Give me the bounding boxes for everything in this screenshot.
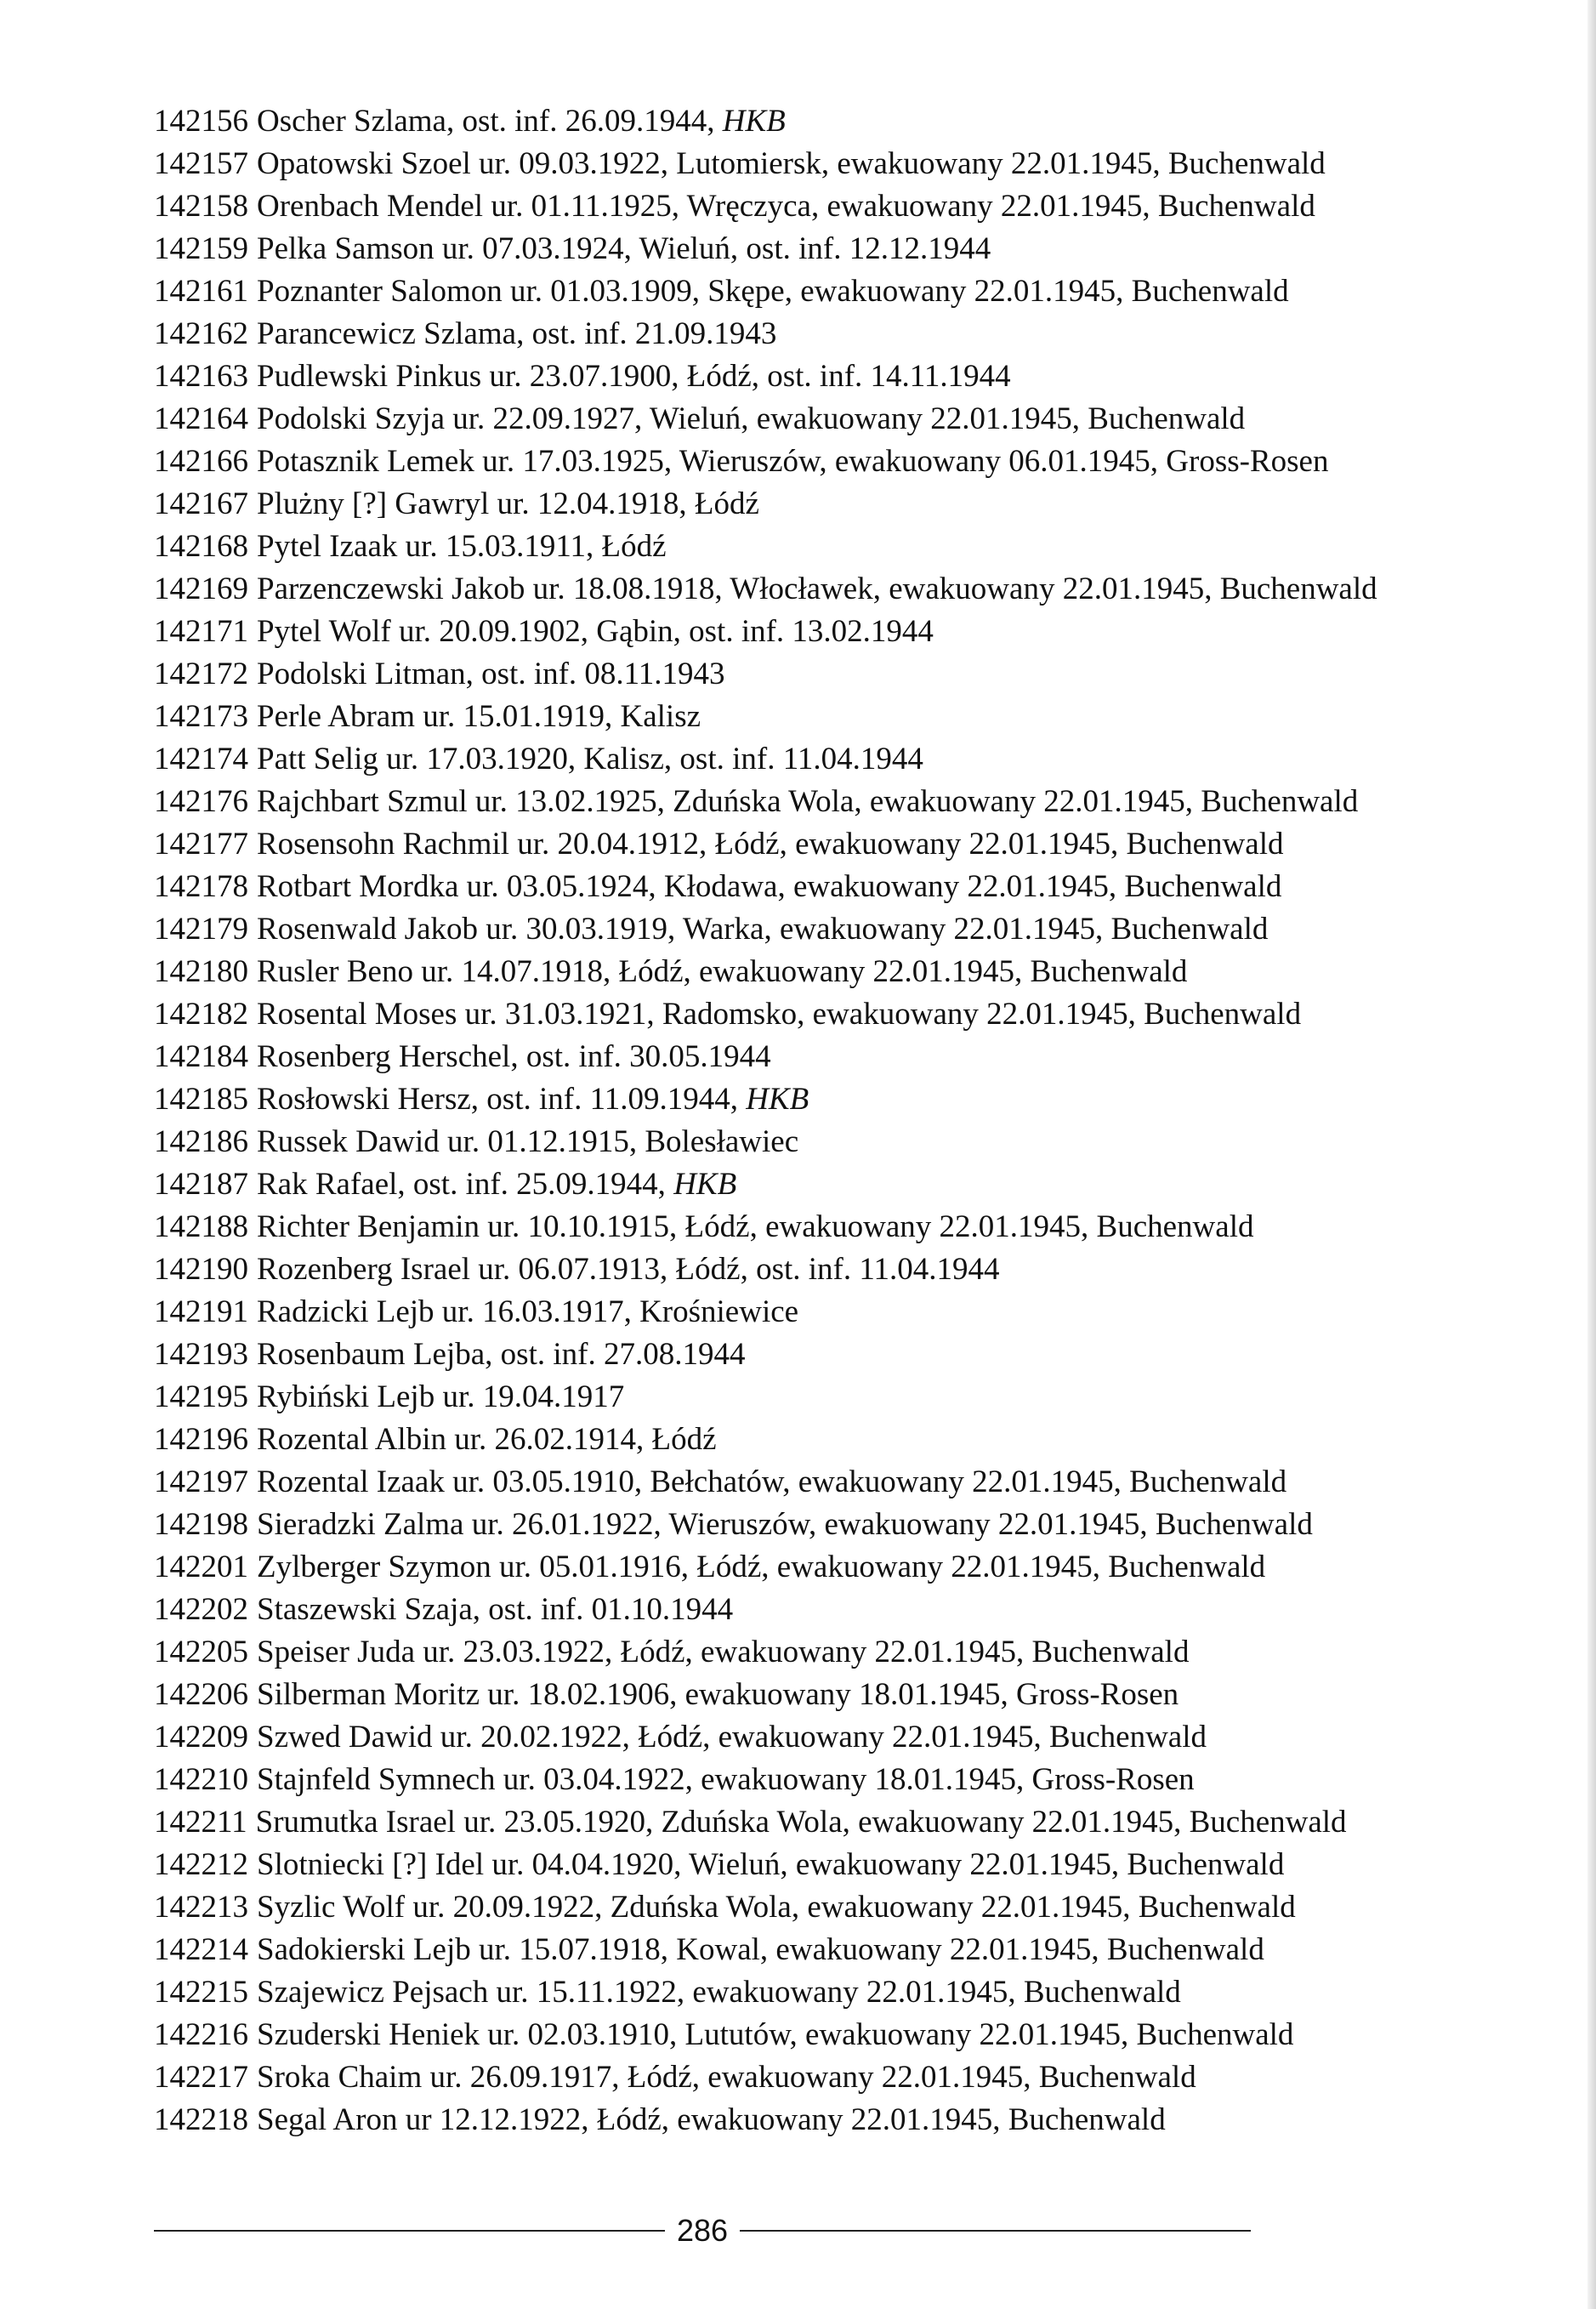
list-item [154, 1036, 1548, 1078]
footer-rule-right [740, 2230, 1251, 2232]
entry-text: Patt Selig ur. 17.03.1920, Kalisz, ost. inf. 11.04.1944 [257, 742, 923, 776]
entry-text: Sadokierski Lejb ur. 15.07.1918, Kowal, ewakuowany 22.01.1945, Buchenwald [257, 1932, 1264, 1967]
entry-text: Opatowski Szoel ur. 09.03.1922, Lutomiersk, ewakuowany 22.01.1945, Buchenwald [257, 146, 1326, 181]
list-item [154, 398, 1548, 441]
entry-text: Srumutka Israel ur. 23.05.1920, Zduńska Wola, ewakuowany 22.01.1945, Buchenwald [255, 1805, 1347, 1840]
prisoner-number: 142185 [154, 1082, 248, 1117]
entry-text: Sieradzki Zalma ur. 26.01.1922, Wieruszów, ewakuowany 22.01.1945, Buchenwald [257, 1507, 1313, 1542]
prisoner-number: 142176 [154, 784, 248, 819]
list-item [154, 2056, 1548, 2099]
entry-text: Rak Rafael, ost. inf. 25.09.1944, [257, 1167, 674, 1202]
entry-text: Pudlewski Pinkus ur. 23.07.1900, Łódź, ost. inf. 14.11.1944 [257, 359, 1011, 394]
entry-note: HKB [722, 104, 786, 139]
list-item [154, 1929, 1548, 1971]
prisoner-number: 142217 [154, 2060, 248, 2095]
list-item [154, 866, 1548, 908]
prisoner-number: 142214 [154, 1932, 248, 1967]
list-item [154, 1801, 1548, 1844]
list-item [154, 568, 1548, 611]
prisoner-number: 142205 [154, 1635, 248, 1669]
entry-text: Podolski Szyja ur. 22.09.1927, Wieluń, ewakuowany 22.01.1945, Buchenwald [257, 401, 1246, 436]
entry-text: Rajchbart Szmul ur. 13.02.1925, Zduńska Wola, ewakuowany 22.01.1945, Buchenwald [257, 784, 1359, 819]
list-item [154, 653, 1548, 696]
entry-text: Silberman Moritz ur. 18.02.1906, ewakuowany 18.01.1945, Gross-Rosen [257, 1677, 1179, 1712]
list-item [154, 696, 1548, 738]
entry-text: Stajnfeld Symnech ur. 03.04.1922, ewakuowany 18.01.1945, Gross-Rosen [257, 1762, 1195, 1797]
entry-text: Plużny [?] Gawryl ur. 12.04.1918, Łódź [257, 486, 759, 521]
prisoner-number: 142168 [154, 529, 248, 564]
list-item [154, 1206, 1548, 1248]
entry-note: HKB [746, 1082, 809, 1117]
entry-text: Szuderski Heniek ur. 02.03.1910, Lututów, ewakuowany 22.01.1945, Buchenwald [257, 2017, 1294, 2052]
list-item [154, 738, 1548, 781]
list-item [154, 1078, 1548, 1121]
prisoner-number: 142184 [154, 1039, 248, 1074]
list-item [154, 611, 1548, 653]
entry-text: Podolski Litman, ost. inf. 08.11.1943 [257, 657, 725, 691]
prisoner-number: 142201 [154, 1550, 248, 1584]
list-item [154, 1759, 1548, 1801]
prisoner-number: 142172 [154, 657, 248, 691]
prisoner-number: 142156 [154, 104, 248, 139]
entry-text: Poznanter Salomon ur. 01.03.1909, Skępe, ewakuowany 22.01.1945, Buchenwald [257, 274, 1289, 309]
list-item [154, 781, 1548, 823]
entry-text: Rosenberg Herschel, ost. inf. 30.05.1944 [257, 1039, 771, 1074]
list-item [154, 270, 1548, 313]
prisoner-number: 142198 [154, 1507, 248, 1542]
prisoner-number: 142196 [154, 1422, 248, 1457]
entry-text: Parzenczewski Jakob ur. 18.08.1918, Włocławek, ewakuowany 22.01.1945, Buchenwald [257, 572, 1377, 606]
list-item [154, 1674, 1548, 1716]
prisoner-number: 142169 [154, 572, 248, 606]
prisoner-number: 142190 [154, 1252, 248, 1287]
prisoner-number: 142188 [154, 1209, 248, 1244]
list-item [154, 1121, 1548, 1163]
list-item [154, 1844, 1548, 1886]
list-item [154, 441, 1548, 483]
list-item [154, 483, 1548, 526]
prisoner-number: 142164 [154, 401, 248, 436]
entry-text: Pelka Samson ur. 07.03.1924, Wieluń, ost. inf. 12.12.1944 [257, 231, 991, 266]
prisoner-number: 142171 [154, 614, 248, 649]
list-item [154, 228, 1548, 270]
entry-text: Segal Aron ur 12.12.1922, Łódź, ewakuowany 22.01.1945, Buchenwald [257, 2102, 1166, 2137]
list-item [154, 1291, 1548, 1334]
list-item [154, 100, 1548, 143]
prisoner-number: 142161 [154, 274, 248, 309]
entry-text: Sroka Chaim ur. 26.09.1917, Łódź, ewakuowany 22.01.1945, Buchenwald [257, 2060, 1196, 2095]
prisoner-number: 142167 [154, 486, 248, 521]
footer-rule-left [154, 2230, 665, 2232]
list-item [154, 143, 1548, 185]
entry-text: Rusler Beno ur. 14.07.1918, Łódź, ewakuowany 22.01.1945, Buchenwald [257, 954, 1188, 989]
entry-text: Szwed Dawid ur. 20.02.1922, Łódź, ewakuowany 22.01.1945, Buchenwald [257, 1720, 1207, 1754]
list-item [154, 908, 1548, 951]
entry-list [154, 100, 1548, 2141]
prisoner-number: 142178 [154, 869, 248, 904]
entry-text: Potasznik Lemek ur. 17.03.1925, Wieruszów, ewakuowany 06.01.1945, Gross-Rosen [257, 444, 1329, 479]
list-item [154, 1631, 1548, 1674]
list-item [154, 1376, 1548, 1419]
prisoner-number: 142212 [154, 1847, 248, 1882]
entry-text: Speiser Juda ur. 23.03.1922, Łódź, ewakuowany 22.01.1945, Buchenwald [257, 1635, 1190, 1669]
page-edge-shadow [1587, 0, 1596, 2309]
prisoner-number: 142209 [154, 1720, 248, 1754]
entry-text: Rybiński Lejb ur. 19.04.1917 [257, 1379, 625, 1414]
list-item [154, 1971, 1548, 2014]
prisoner-number: 142179 [154, 912, 248, 947]
list-item [154, 526, 1548, 568]
entry-text: Pytel Izaak ur. 15.03.1911, Łódź [257, 529, 667, 564]
entry-text: Slotniecki [?] Idel ur. 04.04.1920, Wieluń, ewakuowany 22.01.1945, Buchenwald [257, 1847, 1285, 1882]
list-item [154, 1461, 1548, 1504]
prisoner-number: 142210 [154, 1762, 248, 1797]
entry-text: Rosensohn Rachmil ur. 20.04.1912, Łódź, ewakuowany 22.01.1945, Buchenwald [257, 827, 1284, 862]
entry-text: Pytel Wolf ur. 20.09.1902, Gąbin, ost. inf. 13.02.1944 [257, 614, 934, 649]
list-item [154, 1419, 1548, 1461]
entry-text: Rozental Izaak ur. 03.05.1910, Bełchatów, ewakuowany 22.01.1945, Buchenwald [257, 1464, 1287, 1499]
prisoner-number: 142163 [154, 359, 248, 394]
entry-text: Parancewicz Szlama, ost. inf. 21.09.1943 [257, 316, 777, 351]
entry-text: Szajewicz Pejsach ur. 15.11.1922, ewakuowany 22.01.1945, Buchenwald [257, 1975, 1181, 2010]
prisoner-number: 142180 [154, 954, 248, 989]
entry-text: Syzlic Wolf ur. 20.09.1922, Zduńska Wola, ewakuowany 22.01.1945, Buchenwald [257, 1890, 1296, 1925]
prisoner-number: 142218 [154, 2102, 248, 2137]
prisoner-number: 142216 [154, 2017, 248, 2052]
list-item [154, 1163, 1548, 1206]
entry-text: Russek Dawid ur. 01.12.1915, Bolesławiec [257, 1124, 799, 1159]
entry-note: HKB [673, 1167, 737, 1202]
prisoner-number: 142197 [154, 1464, 248, 1499]
prisoner-number: 142193 [154, 1337, 248, 1372]
list-item [154, 1886, 1548, 1929]
page-number: 286 [676, 2213, 729, 2248]
prisoner-number: 142195 [154, 1379, 248, 1414]
list-item [154, 2099, 1548, 2141]
entry-text: Oscher Szlama, ost. inf. 26.09.1944, [257, 104, 723, 139]
entry-text: Perle Abram ur. 15.01.1919, Kalisz [257, 699, 701, 734]
prisoner-number: 142174 [154, 742, 248, 776]
prisoner-number: 142211 [154, 1805, 247, 1840]
list-item [154, 313, 1548, 355]
prisoner-number: 142166 [154, 444, 248, 479]
page-footer [154, 2209, 1251, 2252]
list-item [154, 2014, 1548, 2056]
prisoner-number: 142213 [154, 1890, 248, 1925]
entry-text: Rosenwald Jakob ur. 30.03.1919, Warka, ewakuowany 22.01.1945, Buchenwald [257, 912, 1269, 947]
prisoner-number: 142206 [154, 1677, 248, 1712]
prisoner-number: 142162 [154, 316, 248, 351]
entry-text: Radzicki Lejb ur. 16.03.1917, Krośniewice [257, 1294, 799, 1329]
entry-text: Rozental Albin ur. 26.02.1914, Łódź [257, 1422, 717, 1457]
prisoner-number: 142157 [154, 146, 248, 181]
entry-text: Orenbach Mendel ur. 01.11.1925, Wręczyca, ewakuowany 22.01.1945, Buchenwald [257, 189, 1315, 224]
prisoner-number: 142173 [154, 699, 248, 734]
prisoner-number: 142158 [154, 189, 248, 224]
entry-text: Richter Benjamin ur. 10.10.1915, Łódź, ewakuowany 22.01.1945, Buchenwald [257, 1209, 1254, 1244]
prisoner-number: 142202 [154, 1592, 248, 1627]
prisoner-number: 142159 [154, 231, 248, 266]
entry-text: Zylberger Szymon ur. 05.01.1916, Łódź, ewakuowany 22.01.1945, Buchenwald [257, 1550, 1266, 1584]
entry-text: Rosenbaum Lejba, ost. inf. 27.08.1944 [257, 1337, 746, 1372]
list-item [154, 823, 1548, 866]
list-item [154, 1546, 1548, 1589]
list-item [154, 1504, 1548, 1546]
entry-text: Rozenberg Israel ur. 06.07.1913, Łódź, ost. inf. 11.04.1944 [257, 1252, 1000, 1287]
prisoner-number: 142182 [154, 997, 248, 1032]
prisoner-number: 142191 [154, 1294, 248, 1329]
entry-text: Rosłowski Hersz, ost. inf. 11.09.1944, [257, 1082, 747, 1117]
entry-text: Staszewski Szaja, ost. inf. 01.10.1944 [257, 1592, 734, 1627]
prisoner-number: 142187 [154, 1167, 248, 1202]
list-item [154, 1589, 1548, 1631]
prisoner-number: 142177 [154, 827, 248, 862]
list-item [154, 1334, 1548, 1376]
list-item [154, 355, 1548, 398]
prisoner-number: 142215 [154, 1975, 248, 2010]
entry-text: Rotbart Mordka ur. 03.05.1924, Kłodawa, ewakuowany 22.01.1945, Buchenwald [257, 869, 1282, 904]
list-item [154, 1248, 1548, 1291]
list-item [154, 993, 1548, 1036]
list-item [154, 1716, 1548, 1759]
prisoner-number: 142186 [154, 1124, 248, 1159]
entry-text: Rosental Moses ur. 31.03.1921, Radomsko, ewakuowany 22.01.1945, Buchenwald [257, 997, 1302, 1032]
list-item [154, 185, 1548, 228]
list-item [154, 951, 1548, 993]
